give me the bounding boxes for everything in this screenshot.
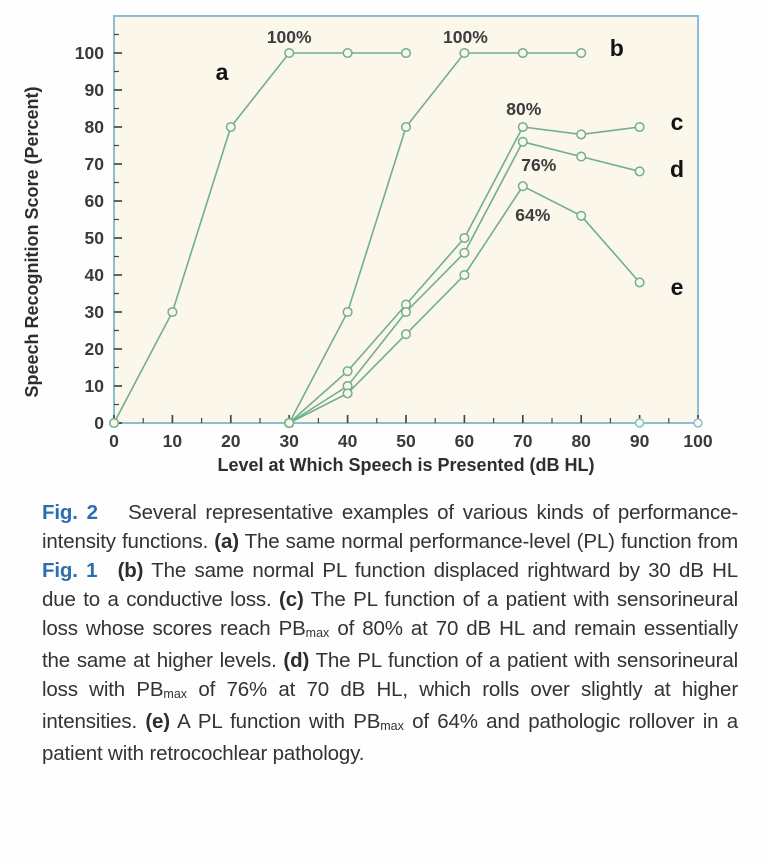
x-tick-label: 80 xyxy=(571,431,591,451)
x-axis-title: Level at Which Speech is Presented (dB HL) xyxy=(217,455,595,475)
x-tick-label: 100 xyxy=(683,431,713,451)
y-tick-label: 0 xyxy=(94,413,104,433)
series-e-letter: e xyxy=(670,273,684,300)
y-tick-label: 90 xyxy=(84,80,104,100)
caption-text: max xyxy=(305,626,330,640)
annotation-100%: 100% xyxy=(443,27,488,47)
series-e-marker xyxy=(285,419,294,428)
caption-text xyxy=(97,559,117,582)
series-c-marker xyxy=(577,130,586,139)
series-c-marker xyxy=(519,123,528,132)
x-tick-label: 40 xyxy=(337,431,358,451)
x-tick-label: 30 xyxy=(279,431,299,451)
y-tick-label: 80 xyxy=(84,117,104,137)
annotation-80%: 80% xyxy=(506,99,542,119)
y-tick-label: 50 xyxy=(84,228,104,248)
y-tick-label: 30 xyxy=(84,302,104,322)
series-a-marker xyxy=(402,49,411,58)
caption-text: The same normal performance-level (PL) function from xyxy=(238,530,738,553)
y-tick-label: 60 xyxy=(84,191,104,211)
x-tick-label: 60 xyxy=(454,431,475,451)
caption-text: The PL function of a patient with sensorineural loss whose scores reach PB xyxy=(42,588,738,640)
caption-figure-label: Fig. 2 xyxy=(42,501,98,524)
series-a-marker xyxy=(343,49,352,58)
caption-panel-label: (b) xyxy=(117,559,144,582)
series-b-marker xyxy=(577,49,586,58)
series-a-letter: a xyxy=(215,59,229,86)
series-b-marker xyxy=(519,49,528,58)
caption-panel-label: (e) xyxy=(145,710,170,733)
series-d-marker xyxy=(460,249,469,258)
series-d-marker xyxy=(577,152,586,161)
series-c-letter: c xyxy=(670,108,684,135)
series-a-marker xyxy=(168,308,177,317)
y-axis-title: Speech Recognition Score (Percent) xyxy=(22,86,42,398)
series-a-marker xyxy=(227,123,236,132)
caption-text: The PL function of a patient with sensorineural loss with PB xyxy=(42,649,738,701)
caption-panel-label: (a) xyxy=(214,530,239,553)
series-c-marker xyxy=(635,123,644,132)
series-e-marker xyxy=(519,182,528,191)
caption-text xyxy=(98,501,128,524)
annotation-76%: 76% xyxy=(521,154,557,175)
caption-panel-label: (d) xyxy=(283,649,310,672)
series-d-marker xyxy=(402,308,411,317)
caption-text: max xyxy=(380,719,404,733)
caption-text: of 80% at 70 dB HL and remain essentially the same at higher levels. xyxy=(42,617,738,672)
x-tick-label: 90 xyxy=(629,431,650,451)
series-c-marker xyxy=(343,367,352,376)
series-e-marker xyxy=(460,271,469,280)
series-b-marker xyxy=(460,49,469,58)
series-a-marker xyxy=(110,419,119,428)
caption-figref-1[interactable]: Fig. 1 xyxy=(42,559,98,582)
y-tick-label: 70 xyxy=(84,154,104,174)
series-e-marker xyxy=(635,278,644,287)
caption-text: Several representative examples of various kinds of performance-intensity functions. xyxy=(42,501,738,553)
caption-text: The same normal PL function displaced rightward by 30 dB HL due to a conductive loss. xyxy=(42,559,738,611)
annotation-100%: 100% xyxy=(266,27,312,47)
x-tick-label: 70 xyxy=(513,431,533,451)
x-tick-label: 0 xyxy=(109,431,119,451)
x-tick-label: 50 xyxy=(396,431,416,451)
y-tick-label: 40 xyxy=(84,265,104,285)
caption-text: of 76% at 70 dB HL, which rolls over slightly at higher intensities. xyxy=(42,678,738,733)
caption-text: of 64% and pathologic rollover in a patient with retrocochlear pathology. xyxy=(42,710,738,765)
series-d-marker xyxy=(635,167,644,176)
series-e-marker xyxy=(577,212,586,221)
caption-text: max xyxy=(163,687,188,701)
series-b-letter: b xyxy=(609,34,624,61)
series-b-marker xyxy=(343,308,352,317)
series-b-marker xyxy=(402,123,411,132)
figure-caption xyxy=(42,498,738,768)
series-e-marker xyxy=(402,330,411,339)
annotation-64%: 64% xyxy=(515,205,551,226)
caption-text: A PL function with PB xyxy=(169,710,381,733)
y-tick-label: 20 xyxy=(84,339,104,359)
y-tick-label: 100 xyxy=(74,43,104,63)
x-tick-label: 20 xyxy=(221,431,241,451)
y-tick-label: 10 xyxy=(84,376,104,396)
baseline-marker xyxy=(694,419,702,427)
x-tick-label: 10 xyxy=(162,431,183,451)
series-c-marker xyxy=(460,234,469,243)
series-a-marker xyxy=(285,49,294,58)
series-e-marker xyxy=(343,389,352,398)
caption-panel-label: (c) xyxy=(279,588,304,611)
series-d-marker xyxy=(519,138,528,147)
baseline-marker xyxy=(636,419,644,427)
series-d-letter: d xyxy=(669,155,685,182)
